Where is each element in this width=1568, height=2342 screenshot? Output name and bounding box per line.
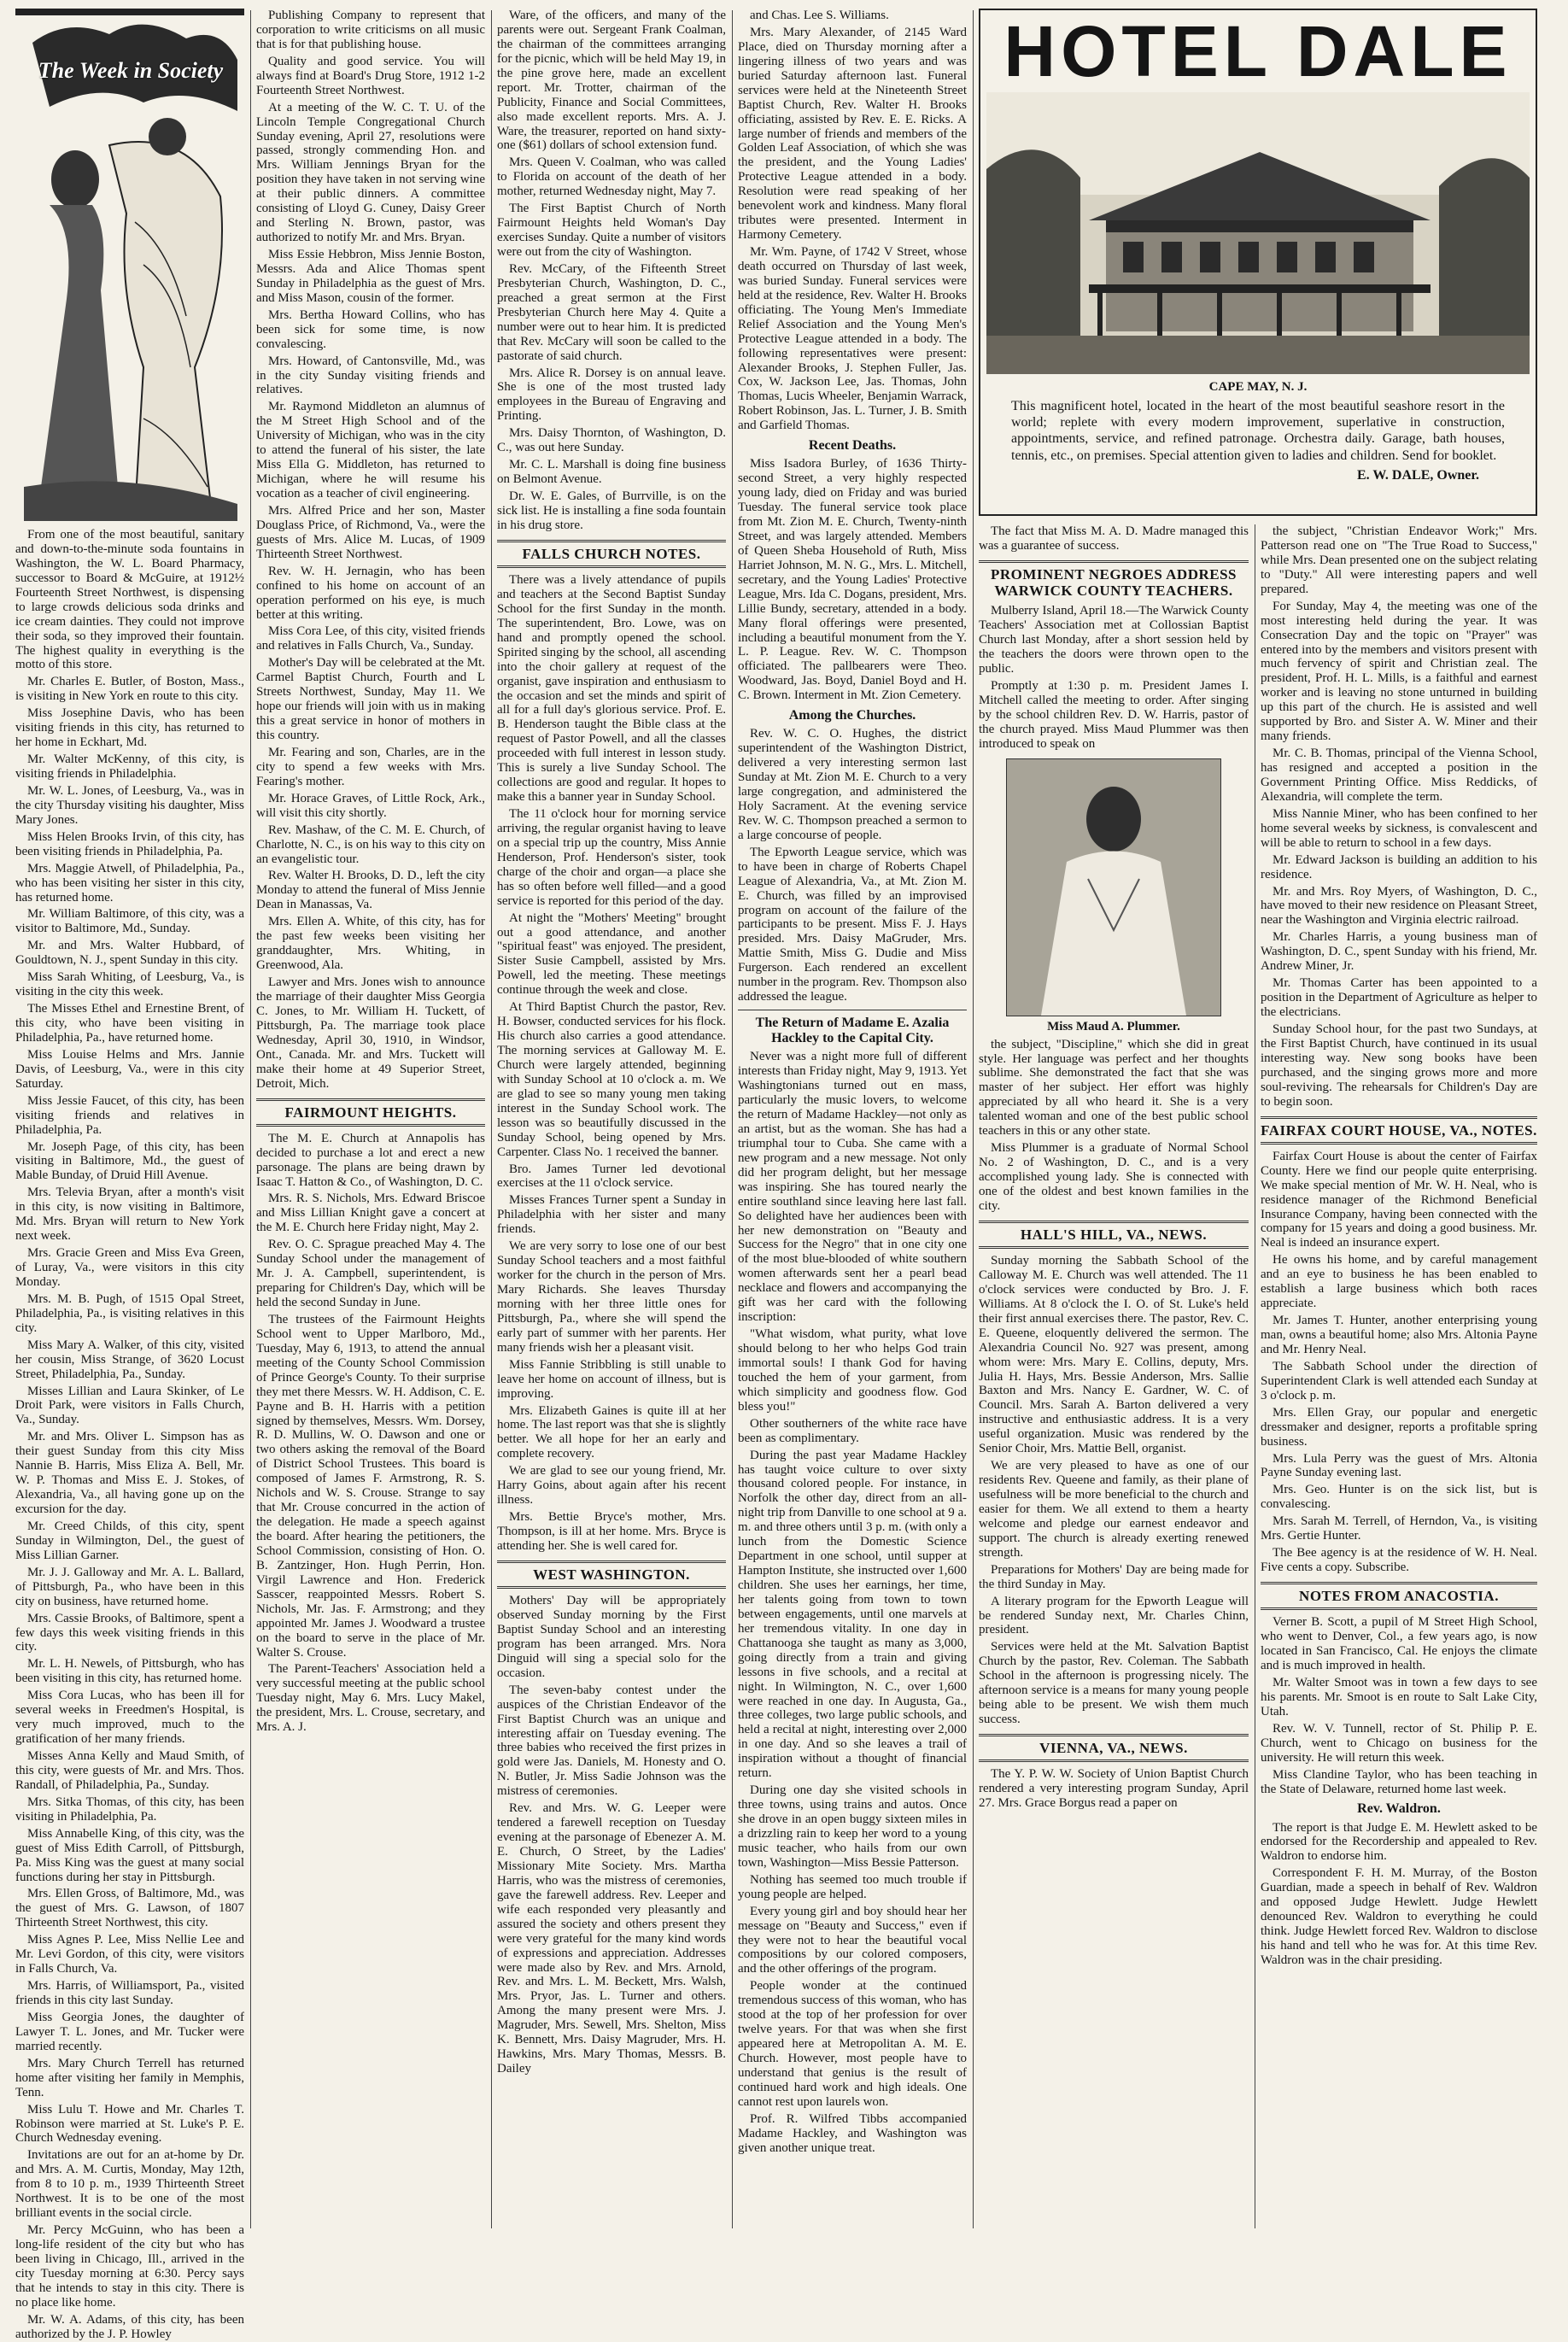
hotel-dale-owner: E. W. DALE, Owner.	[1357, 467, 1479, 483]
column-4-text-a	[738, 9, 967, 433]
article-paragraph: Ware, of the officers, and many of the parents were out. Sergeant Frank Coalman, the chairman of the committees arranging for the picnic, which will be held May 19, in the pine grove here, made an excellent report. Mr. Trotter, chairman of the Publicity, Finance and Social Committees, also made excellent reports. Mrs. A. J. Ware, the treasurer, reported on hand sixty-one ($61) dollars of school extension fund.	[497, 9, 726, 153]
article-paragraph: Publishing Company to represent that corporation to write criticisms on all music that is for that publishing house.	[256, 9, 485, 51]
article-paragraph: Quality and good service. You will always find at Board's Drug Store, 1912 1-2 Fourteenth Street Northwest.	[256, 54, 485, 97]
article-paragraph: Mother's Day will be celebrated at the Mt. Carmel Baptist Church, Fourth and L Streets Northwest, Sunday, May 11. We hope our friends will join with us in making this a great service in honor of mothers in this country.	[256, 656, 485, 742]
section-heading-fairfax: FAIRFAX COURT HOUSE, VA., NOTES.	[1261, 1116, 1537, 1145]
article-paragraph: Mr. Joseph Page, of this city, has been visiting in Baltimore, Md., the guest of Mable Bunday, of Druid Hill Avenue.	[15, 1139, 244, 1183]
article-paragraph: Mr. and Mrs. Roy Myers, of Washington, D. C., have moved to their new residence on Pleasant Street, near the Washington and Virginia electric railroad.	[1261, 884, 1537, 928]
article-paragraph: Miss Isadora Burley, of 1636 Thirty-second Street, a very highly respected young lady, died on Friday and was buried Tuesday. The funeral service took place from Mt. Zion M. E. Church, Twenty-ninth Street, and was largely attended. Members of Queen Sheba Household of Ruth, Miss Harriet Johnson, M. N. G., Mrs. L. Mitchell, secretary, and the Young Ladies' Protective League, Mrs. Ida C. Dogans, president, Mrs. Lillie Bundy, secretary, attended in a body. Many floral offerings were presented, including a beautiful monument from the Y. L. P. League. Rev. W. C. Thompson officiated. The pallbearers were Theo. Woodward, Jas. Boyd, Daniel Boyd and H. C. Brown. Interment in Mt. Zion Cemetery.	[738, 457, 967, 703]
article-paragraph: Mr. C. B. Thomas, principal of the Vienna School, has resigned and accepted a position in the Government Printing Office. Miss Reddicks, of Alexandria, will complete the term.	[1261, 747, 1537, 804]
article-paragraph: The M. E. Church at Annapolis has decided to purchase a lot and erect a new parsonage. The plans are being drawn by Isaac T. Hatton & Co., of Washington, D. C.	[256, 1131, 485, 1189]
article-paragraph: Miss Georgia Jones, the daughter of Lawyer T. L. Jones, and Mr. Tucker were married recently.	[15, 2010, 244, 2053]
article-paragraph: Rev. McCary, of the Fifteenth Street Presbyterian Church, Washington, D. C., preached a great sermon at the First Presbyterian Church here May 4. Quite a number were out to hear him. It is predicted that Rev. McCary will soon be called to the pastorate of said church.	[497, 261, 726, 363]
article-paragraph: There was a lively attendance of pupils and teachers at the Second Baptist Sunday School for the first Sunday in the month. The superintendent, Bro. Lowe, was on hand and promptly opened the school. Spirited singing by the school, all ascending into the choir gallery at request of the organist, gave inspiration and enthusiasm to the occasion and set the minds and spirit of all for a full day's glorious service. Prof. E. B. Henderson taught the Bible class at the request of Pastor Powell, and all the classes proceeded with full interest in lesson study. This is surely a live Sunday School. The collections are good and regular. It hopes to make this a banner year in Sunday School.	[497, 573, 726, 805]
article-paragraph: During the past year Madame Hackley has taught voice culture to over sixty thousand colored people. For instance, in Norfolk the other day, direct from an all-night trip from Danville to one school at 9 a. m. and three others until 3 p. m. (with only a lunch from the Domestic Science Department in one school, until supper at Hampton Institute, she instructed over 1,600 children. She uses her earnings, her time, her talents going from town to town between engagements, until one marvels at her tremendous vitality. In one day in Chattanooga she taught as many as 3,000, going directly from a train and giving lessons in five schools, and a recital at night. In Wilmington, N. C., over 1,600 were reached in one day. In Augusta, Ga., three colleges, two large public schools, and held a recital at night, interesting over 2,000 in one day. And so she leaves a trail of inspiration without a thought of financial return.	[738, 1448, 967, 1781]
section-heading-falls-church: FALLS CHURCH NOTES.	[497, 540, 726, 568]
article-paragraph: Mrs. Bettie Bryce's mother, Mrs. Thompson, is ill at her home. Mrs. Bryce is attending her. She is well cared for.	[497, 1510, 726, 1553]
article-paragraph: Mr. Charles Harris, a young business man of Washington, D. C., spent Sunday with his friend, Mr. Andrew Miner, Jr.	[1261, 930, 1537, 974]
article-paragraph: Mrs. Maggie Atwell, of Philadelphia, Pa., who has been visiting her sister in this city, has returned home.	[15, 861, 244, 905]
column-3-text-c	[497, 1594, 726, 2076]
article-paragraph: Misses Lillian and Laura Skinker, of Le Droit Park, were visitors in Falls Church, Va., Sunday.	[15, 1384, 244, 1427]
article-paragraph: Mr. Edward Jackson is building an addition to his residence.	[1261, 852, 1537, 881]
article-paragraph: Mrs. Harris, of Williamsport, Pa., visited friends in this city last Sunday.	[15, 1979, 244, 2007]
article-paragraph: Mr. Raymond Middleton an alumnus of the M Street High School and of the University of Michigan, who was in the city to attend the funeral of his sister, the late Miss Ella G. Middleton, has returned to Michigan, where he will resume his vocation as a teacher of civil engineering.	[256, 400, 485, 501]
article-paragraph: Bro. James Turner led devotional exercises at the 11 o'clock service.	[497, 1162, 726, 1191]
section-heading-recent-deaths: Recent Deaths.	[808, 438, 897, 454]
article-paragraph: and Chas. Lee S. Williams.	[750, 9, 889, 22]
article-paragraph: Mr. William Baltimore, of this city, was a visitor to Baltimore, Md., Sunday.	[15, 907, 244, 936]
article-paragraph: The report is that Judge E. M. Hewlett asked to be endorsed for the Recordership and appealed to Rev. Waldron to endorse him.	[1261, 1820, 1537, 1864]
article-paragraph: A literary program for the Epworth League will be rendered Sunday next, Mr. Charles Chinn, president.	[979, 1594, 1249, 1637]
article-paragraph: Every young girl and boy should hear her message on "Beauty and Success," even if they were not to hear the beautiful vocal compositions by our colored composers, and the other offerings of the program.	[738, 1904, 967, 1976]
column-4	[738, 9, 967, 2230]
column-6-text-a	[1261, 524, 1537, 1110]
column-5-text-a	[979, 604, 1249, 751]
article-paragraph: The Sabbath School under the direction of Superintendent Clark is well attended each Sunday at 3 o'clock p. m.	[1261, 1359, 1537, 1402]
article-paragraph: Mrs. Sitka Thomas, of this city, has been visiting in Philadelphia, Pa.	[15, 1795, 244, 1824]
column-2-text-a	[256, 9, 485, 1092]
article-paragraph: Miss Josephine Davis, who has been visiting friends in this city, has returned to her home in Eckhart, Md.	[15, 706, 244, 750]
article-paragraph: Miss Louise Helms and Mrs. Jannie Davis, of Leesburg, Va., were in this city Saturday.	[15, 1047, 244, 1091]
article-paragraph: the subject, "Christian Endeavor Work;" Mrs. Patterson read one on "The True Road to Success," while Mrs. Dean presented one on the subject relating to "Duty." All were interesting papers and well prepared.	[1261, 524, 1537, 596]
article-paragraph: Mrs. Cassie Brooks, of Baltimore, spent a few days this week visiting friends in this city.	[15, 1611, 244, 1654]
article-paragraph: Miss Annabelle King, of this city, was the guest of Miss Edith Carroll, of Pittsburgh, Pa. Miss King was the guest at many social functions during her stay in Pittsburgh.	[15, 1826, 244, 1884]
article-paragraph: Mrs. Mary Church Terrell has returned home after visiting her family in Memphis, Tenn.	[15, 2056, 244, 2099]
article-paragraph: Miss Helen Brooks Irvin, of this city, has been visiting friends in Philadelphia, Pa.	[15, 829, 244, 858]
article-paragraph: Mrs. Howard, of Cantonsville, Md., was in the city Sunday visiting friends and relatives.	[256, 354, 485, 397]
article-paragraph: Rev. and Mrs. W. G. Leeper were tendered a farewell reception on Tuesday evening at the parsonage of Ebenezer A. M. E. Church, O Street, by the Ladies' Missionary Mite Society. Mrs. Martha Harris, who was the mistress of ceremonies, gave the farewell address. Rev. Leeper and wife each responded very pleasantly and assured the society and others present they were very grateful for the many kind words of expressions and appreciation. Addresses were made also by Rev. and Mrs. Arnold, Rev. and Mrs. L. M. Beckett, Mrs. Walsh, Mrs. Pryor, Jas. L. Turner and others. Among the many present were Mrs. J. Magruder, Mrs. Sewell, Mrs. Shelton, Miss K. Bennett, Mrs. Daisy Magruder, Mrs. H. Hawkins, Mrs. Mary Thomas, Messrs. B. Dailey	[497, 1801, 726, 2076]
article-paragraph: Prof. R. Wilfred Tibbs accompanied Madame Hackley, and Washington was given another unique treat.	[738, 2111, 967, 2155]
column-4-text-c	[738, 727, 967, 1004]
article-paragraph: The Epworth League service, which was to have been in charge of Roberts Chapel League of Alexandria, Va., at Mt. Zion M. E. Church, was filled by an improvised program on account of the failure of the participants to be present. Miss F. J. Hays presided. Mrs. Daisy MaGruder, Mrs. Mattie Smith, Miss G. Dudie and Miss Furgerson. Each rendered an excellent number in the program. Rev. Thompson also addressed the league.	[738, 845, 967, 1004]
article-paragraph: For Sunday, May 4, the meeting was one of the most interesting held during the year. It was Consecration Day and the topic on "Prayer" was entered into by the members and visitors present with much fervency of spirit and Christian zeal. The president, Prof. H. L. Mills, is a faithful and earnest worker and is leaving no stone unturned in building up this part of the church. He is assisted and well supported by Bro. and Sister A. W. Miner and their many friends.	[1261, 599, 1537, 744]
article-paragraph: Misses Frances Turner spent a Sunday in Philadelphia with her sister and many friends.	[497, 1193, 726, 1237]
article-paragraph: Miss Jessie Faucet, of this city, has been visiting friends and relatives in Philadelphia, Pa.	[15, 1093, 244, 1137]
article-paragraph: Rev. Mashaw, of the C. M. E. Church, of Charlotte, N. C., is on his way to this city on an evangelistic tour.	[256, 823, 485, 866]
article-paragraph: He owns his home, and by careful management and an eye to business he has been enabled to establish a large business which both races appreciate.	[1261, 1253, 1537, 1311]
article-paragraph: Miss Cora Lee, of this city, visited friends and relatives in Falls Church, Va., Sunday.	[256, 624, 485, 653]
column-6-text-b	[1261, 1150, 1537, 1575]
article-paragraph: Mrs. Televia Bryan, after a month's visit in this city, is now visiting in Baltimore, Md. Mrs. Bryan will return to New York next week.	[15, 1186, 244, 1244]
column-3	[497, 9, 726, 2230]
article-paragraph: Rev. O. C. Sprague preached May 4. The Sunday School under the management of Mr. J. A. Campbell, superintendent, is preparing for Children's Day, which will be held the second Sunday in June.	[256, 1238, 485, 1310]
article-paragraph: Lawyer and Mrs. Jones wish to announce the marriage of their daughter Miss Georgia C. Jones, to Mr. William H. Tuckett, of Pittsburgh, Pa. The marriage took place Wednesday, April 30, 1910, in Windsor, Ont., Canada. Mr. and Mrs. Tuckett will make their home at 49 Superior Street, Detroit, Mich.	[256, 975, 485, 1091]
article-paragraph: Mr. Thomas Carter has been appointed to a position in the Department of Agriculture as helper to the electricians.	[1261, 976, 1537, 1019]
article-paragraph: Correspondent F. H. M. Murray, of the Boston Guardian, made a speech in behalf of Rev. Waldron and opposed Judge Hewlett. Judge Hewlett denounced Rev. Waldron to everything he could think. Judge Hewlett forced Rev. Waldron to disclose his hand and tell who he was for. At this time Rev. Waldron was in the chair presiding.	[1261, 1866, 1537, 1967]
article-paragraph: Rev. W. V. Tunnell, rector of St. Philip P. E. Church, went to Chicago on business for the university. He will return this week.	[1261, 1721, 1537, 1765]
hotel-dale-photo	[986, 92, 1530, 374]
column-1	[15, 9, 244, 2341]
column-6-text-d	[1261, 1821, 1537, 1968]
article-paragraph: Misses Anna Kelly and Maud Smith, of this city, were guests of Mr. and Mrs. Thos. Randall, of Philadelphia, Pa., Sunday.	[15, 1749, 244, 1792]
article-paragraph: Miss Fannie Stribbling is still unable to leave her home on account of illness, but is improving.	[497, 1357, 726, 1401]
article-paragraph: Miss Nannie Miner, who has been confined to her home several weeks by sickness, is convalescent and will be able to return to school in a few days.	[1261, 806, 1537, 850]
article-paragraph: Mr. Fearing and son, Charles, are in the city to spend a few weeks with Mrs. Fearing's mother.	[256, 745, 485, 788]
section-heading-prominent-negroes: PROMINENT NEGROES ADDRESS WARWICK COUNTY TEACHERS.	[979, 560, 1249, 599]
column-6-text-c	[1261, 1615, 1537, 1796]
section-heading-waldron: Rev. Waldron.	[1357, 1801, 1441, 1817]
article-paragraph: Mr. and Mrs. Walter Hubbard, of Gouldtown, N. J., spent Sunday in this city.	[15, 939, 244, 968]
article-paragraph: Mrs. Mary Alexander, of 2145 Ward Place, died on Thursday morning after a lingering illness of two years and was buried Saturday afternoon last. Funeral services were held at the Nineteenth Street Baptist Church, Rev. Walter H. Brooks officiating, assisted by Rev. E. E. Ricks. A large number of friends and members of the Golden Leaf Association, of which she was the president, and the Young Ladies' Protective League attended in a body. Resolution were read speaking of her benevolent work and kindness. Many floral tributes were presented. Interment in Harmony Cemetery.	[738, 25, 967, 243]
article-paragraph: Miss Lulu T. Howe and Mr. Charles T. Robinson were married at St. Luke's P. E. Church Wednesday evening.	[15, 2102, 244, 2146]
section-heading-west-washington: WEST WASHINGTON.	[497, 1560, 726, 1589]
plummer-portrait-photo	[1006, 758, 1221, 1016]
section-heading-anacostia: NOTES FROM ANACOSTIA.	[1261, 1582, 1537, 1610]
section-heading-fairmount: FAIRMOUNT HEIGHTS.	[256, 1098, 485, 1127]
article-paragraph: Miss Essie Hebbron, Miss Jennie Boston, Messrs. Ada and Alice Thomas spent Sunday in Philadelphia as the guest of Mrs. and Miss Mason, cousin of the former.	[256, 248, 485, 305]
column-4-text-b	[738, 457, 967, 703]
article-paragraph: Mrs. Ellen Gross, of Baltimore, Md., was the guest of Mrs. G. Lawson, of 1807 Thirteenth Street Northwest, this city.	[15, 1887, 244, 1930]
column-5-text-c	[979, 1254, 1249, 1727]
article-paragraph: Verner B. Scott, a pupil of M Street High School, who went to Denver, Col., a few years ago, is now located in San Francisco, Cal. He enjoys the climate and is much improved in health.	[1261, 1615, 1537, 1673]
article-paragraph: During one day she visited schools in three towns, using trains and autos. Once she drove in an open buggy sixteen miles in a drizzling rain to keep her word to a young music teacher, who hails from our own town, Washington—Miss Bessie Patterson.	[738, 1783, 967, 1870]
society-masthead-illustration	[15, 9, 244, 521]
article-paragraph: Mrs. Queen V. Coalman, who was called to Florida on account of the death of her mother, returned Wednesday night, May 7.	[497, 155, 726, 199]
article-paragraph: From one of the most beautiful, sanitary and down-to-the-minute soda fountains in Washington, the W. L. Board Pharmacy, successor to Board & McGuire, at 1912½ Fourteenth Street Northwest, is dispensing to large crowds delicious soda drinks and ice cream dainties. They could not improve their soda, so they improved their fountain. The highest quality in everything is the motto of this store.	[15, 528, 244, 672]
article-paragraph: Mr. J. J. Galloway and Mr. A. L. Ballard, of Pittsburgh, Pa., who have been in this city on business, have returned home.	[15, 1565, 244, 1608]
column-1-text	[15, 528, 244, 2342]
society-masthead-title: The Week in Society	[38, 58, 224, 83]
article-paragraph: The trustees of the Fairmount Heights School went to Upper Marlboro, Md., Tuesday, May 6, 1913, to attend the annual meeting of the County School Commission of Prince George's County. To their surprise they met there Messrs. W. H. Addison, C. E. Payne and B. H. Harris with a petition signed by themselves, Messrs. Wm. Dorsey, R. D. Mullins, W. O. Dawson and one or two others asking the removal of the Board of District School Trustees. This board is composed of James F. Armstrong, R. S. Nichols and W. S. Crouse. Strange to say that Mr. Crouse concurred in the action of the delegation. He made a speech against the board. After hearing the petitioners, the School Commission, consisting of Hon. O. B. Zantzinger, Hon. Hugh Perrin, Hon. Virgil Lawrence and Hon. Frederick Sasscer, reappointed Messrs. Robert S. Nichols, Mr. Jas. F. Armstrong; and they appointed Mr. James J. Woodward a trustee on the board to serve in the place of Mr. Walter S. Crouse.	[256, 1312, 485, 1660]
article-paragraph: Mulberry Island, April 18.—The Warwick County Teachers' Association met at Collossian Baptist Church last Monday, after a short session held by the teachers the doors were thrown open to the public.	[979, 604, 1249, 676]
article-paragraph: Mr. Charles E. Butler, of Boston, Mass., is visiting in New York en route to this city.	[15, 675, 244, 704]
column-rule	[732, 10, 733, 2228]
column-5	[979, 524, 1249, 2230]
article-paragraph: "What wisdom, what purity, what love should belong to her who helps God train immortal souls! I thank God for having touched the hem of your garment, from which simplicity and goodness flow. God bless you!"	[738, 1327, 967, 1414]
article-paragraph: Mrs. Elizabeth Gaines is quite ill at her home. The last report was that she is slightly better. We all hope for her an early and complete recovery.	[497, 1403, 726, 1461]
article-paragraph: Mrs. Ellen A. White, of this city, has for the past few weeks been visiting her granddaughter, Mrs. Whiting, in Greenwood, Ala.	[256, 915, 485, 973]
article-paragraph: We are very pleased to have as one of our residents Rev. Queene and family, as their plane of usefulness will be more beneficial to the church and easier for them. We all extend to them a hearty welcome and pledge our earnest endeavor and support. The church is already exerting renewed strength.	[979, 1459, 1249, 1560]
article-paragraph: At Third Baptist Church the pastor, Rev. H. Bowser, conducted services for his flock. His church also carries a good attendance. The morning services at Galloway M. E. Church were largely attended, beginning with Sunday School at 10 o'clock a. m. We are glad to see so many young men taking interest in the Sunday School work. The lesson was so beautifully discussed in the Sunday School, being opened by Mrs. Carpenter. Class No. 1 received the banner.	[497, 1000, 726, 1159]
article-paragraph: Never was a night more full of different interests than Friday night, May 9, 1913. Yet Washingtonians turned out en mass, particularly the music lovers, to welcome the return of Madame Hackley—not only as an artist, but as the woman. She has had a triumphal tour to Cuba. She came with a new program and a new message. Not only did her program delight, but her message was inspiring. She has toured nearly the entire southland since leaving here last fall. So delighted have her audiences been with her new demonstration on "Beauty and Success for the Negro" that in one city one of the most blue-blooded of white southern women afterwards sent her a pearl bead necklace and flowers and accompanying the gift was her card with the following inscription:	[738, 1050, 967, 1325]
article-paragraph: We are glad to see our young friend, Mr. Harry Goins, about again after his recent illness.	[497, 1464, 726, 1508]
section-heading-halls-hill: HALL'S HILL, VA., NEWS.	[979, 1221, 1249, 1249]
article-paragraph: Mrs. Alice R. Dorsey is on annual leave. She is one of the most trusted lady employees in the Bureau of Engraving and Printing.	[497, 366, 726, 424]
society-masthead	[15, 9, 244, 521]
article-paragraph: The First Baptist Church of North Fairmount Heights held Woman's Day exercises Sunday. Quite a number of visitors were out from the city of Washington.	[497, 202, 726, 259]
article-paragraph: Mr. L. H. Newels, of Pittsburgh, who has been visiting in this city, has returned home.	[15, 1657, 244, 1686]
article-paragraph: Mrs. M. B. Pugh, of 1515 Opal Street, Philadelphia, Pa., is visiting relatives in this city.	[15, 1291, 244, 1335]
article-paragraph: Mothers' Day will be appropriately observed Sunday morning by the First Baptist Sunday School and an interesting program has been arranged. Mrs. Nora Dinguid will sing a special solo for the occasion.	[497, 1594, 726, 1680]
article-paragraph: Mrs. Bertha Howard Collins, who has been sick for some time, is now convalescing.	[256, 307, 485, 351]
article-paragraph: Miss Agnes P. Lee, Miss Nellie Lee and Mr. Levi Gordon, of this city, were visitors in Falls Church, Va.	[15, 1933, 244, 1976]
section-heading-hackley: The Return of Madame E. Azalia Hackley to the Capital City.	[755, 1016, 950, 1046]
article-paragraph: Nothing has seemed too much trouble if young people are helped.	[738, 1872, 967, 1901]
article-paragraph: Mr. Percy McGuinn, who has been a long-life resident of the city but who has been living in Chicago, Ill., arrived in the city Tuesday morning at 6:30. Percy says that he intends to stay in this city. There is no place like home.	[15, 2223, 244, 2310]
article-paragraph: Mrs. R. S. Nichols, Mrs. Edward Briscoe and Miss Lillian Knight gave a concert at the M. E. Church here Friday night, May 2.	[256, 1191, 485, 1235]
article-paragraph: Mrs. Gracie Green and Miss Eva Green, of Luray, Va., were visitors in this city Monday.	[15, 1246, 244, 1289]
article-paragraph: Mr. W. A. Adams, of this city, has been authorized by the J. P. Howley	[15, 2312, 244, 2341]
article-paragraph: Sunday morning the Sabbath School of the Calloway M. E. Church was well attended. The 11 o'clock services were conducted by Bro. J. F. Williams. At 8 o'clock the I. O. of St. Luke's held their first annual exercises there. The pastor, Rev. C. E. Queene, eloquently delivered the sermon. The Alexandria Council No. 927 was present, among whom were: Mrs. Mary E. Collins, deputy, Mrs. Julia H. Hays, Mrs. Bessie Anderson, Mrs. Sallie Baxton and Mrs. Nancy E. Gardner, W. C. of Council. Mrs. Sarah A. Barton delivered a very instructive and enthusiastic address. It is a very useful organization. Music was rendered by the Senior Choir, Mrs. Mattie Bell, organist.	[979, 1254, 1249, 1456]
column-5-text-b	[979, 1038, 1249, 1214]
article-paragraph: Rev. W. C. O. Hughes, the district superintendent of the Washington District, delivered a very interesting sermon last Sunday at Mt. Zion M. E. Church to a very large congregation, and administered the Holy Sacrament. At the evening service Rev. W. C. Thompson preached a sermon to a large concourse of people.	[738, 727, 967, 842]
article-paragraph: People wonder at the continued tremendous success of this woman, who has stood at the top of her profession for over twelve years. For that was when she first appeared here at Metropolitan A. M. E. Church. However, most people have to understand that genius is the result of continued hard work and high ideals. One cannot rest upon laurels won.	[738, 1979, 967, 2109]
article-paragraph: Mr. James T. Hunter, another enterprising young man, owns a beautiful home; also Mrs. Altonia Payne and Mr. Henry Neal.	[1261, 1314, 1537, 1356]
section-heading-vienna: VIENNA, VA., NEWS.	[979, 1734, 1249, 1762]
article-paragraph: the subject, "Discipline," which she did in great style. Her language was perfect and her thoughts sublime. She demonstrated the fact that she was master of her subject. Her effort was highly appreciated by all who heard it. She is a very talented woman and one of the best public school teachers in this or any other state.	[979, 1037, 1249, 1139]
column-2-text-b	[256, 1132, 485, 1735]
article-paragraph: Other southerners of the white race have been as complimentary.	[738, 1416, 967, 1445]
article-paragraph: Services were held at the Mt. Salvation Baptist Church by the pastor, Rev. Coleman. The Sabbath School in the afternoon is progressing nicely. The afternoon service is a means for many young people being able to be present. We wish them much success.	[979, 1640, 1249, 1727]
article-paragraph: Mr. Creed Childs, of this city, spent Sunday in Wilmington, Del., the guest of Miss Lillian Garner.	[15, 1519, 244, 1562]
article-paragraph: At a meeting of the W. C. T. U. of the Lincoln Temple Congregational Church Sunday evening, April 27, resolutions were passed, strongly commending Hon. and Mrs. William Jennings Bryan for the position they have taken in not serving wine at their public dinners. A committee consisting of Lloyd G. Cuney, Daisy Greer and Sterling N. Brown, pastor, was authorized to notify Mr. and Mrs. Bryan.	[256, 100, 485, 245]
hotel-dale-advertisement	[979, 9, 1537, 516]
column-3-text-a	[497, 9, 726, 533]
article-paragraph: Miss Clandine Taylor, who has been teaching in the State of Delaware, returned home last week.	[1261, 1767, 1537, 1796]
column-5-text-d	[979, 1767, 1249, 1811]
article-paragraph: Miss Cora Lucas, who has been ill for several weeks in Freedmen's Hospital, is very much improved, much to the gratification of her many friends.	[15, 1689, 244, 1747]
article-paragraph: Miss Plummer is a graduate of Normal School No. 2 of Washington, D. C., and is a very accomplished young lady. She is connected with one of the oldest and best known families in the city.	[979, 1141, 1249, 1213]
article-paragraph: Mrs. Geo. Hunter is on the sick list, but is convalescing.	[1261, 1483, 1537, 1512]
article-paragraph: The Parent-Teachers' Association held a very successful meeting at the public school Tuesday night, May 6. Mrs. Lucy Makel, the president, Mrs. L. Crouse, secretary, and Mrs. A. J.	[256, 1662, 485, 1735]
article-paragraph: Mr. Horace Graves, of Little Rock, Ark., will visit this city shortly.	[256, 791, 485, 820]
article-paragraph: The Y. P. W. W. Society of Union Baptist Church rendered a very interesting program Sunday, April 27. Mrs. Grace Borgus read a paper on	[979, 1767, 1249, 1811]
article-paragraph: Sunday School hour, for the past two Sundays, at the First Baptist Church, have continued in its usual interesting way. New song books have been purchased, and the singing grows more and more soul-reviving. The rehearsals for Children's Day are to begin soon.	[1261, 1022, 1537, 1109]
article-paragraph: Mr. C. L. Marshall is doing fine business on Belmont Avenue.	[497, 458, 726, 487]
article-paragraph: Promptly at 1:30 p. m. President James I. Mitchell called the meeting to order. After singing by the school children Rev. D. W. Harris, pastor of the church prayed. Miss Maud Plummer was then introduced to speak on	[979, 678, 1249, 751]
article-paragraph: Mrs. Ellen Gray, our popular and energetic dressmaker and designer, reports a profitable spring business.	[1261, 1405, 1537, 1449]
article-paragraph: The Bee agency is at the residence of W. H. Neal. Five cents a copy. Subscribe.	[1261, 1546, 1537, 1575]
column-3-text-b	[497, 573, 726, 1554]
column-6	[1261, 524, 1537, 2230]
article-paragraph: Dr. W. E. Gales, of Burrville, is on the sick list. He is installing a fine soda fountain in his drug store.	[497, 489, 726, 532]
article-paragraph: The Misses Ethel and Ernestine Brent, of this city, who have been visiting in Philadelphia, Pa., have returned home.	[15, 1002, 244, 1045]
article-paragraph: Fairfax Court House is about the center of Fairfax County. Here we find our people quite enterprising. We make special mention of Mr. W. H. Neal, who is residence manager of the Richmond Beneficial Insurance Company, having been connected with the company for 15 years and doing a good business. Mr. Neal is indeed an insurance expert.	[1261, 1149, 1537, 1250]
article-paragraph: Preparations for Mothers' Day are being made for the third Sunday in May.	[979, 1562, 1249, 1591]
article-paragraph: At night the "Mothers' Meeting" brought out a good attendance, and another "spiritual feast" was enjoyed. The president, Sister Susie Campbell, assisted by Mrs. Powell, led the meeting. These meetings continue through the week and close.	[497, 910, 726, 998]
article-paragraph: Miss Mary A. Walker, of this city, visited her cousin, Miss Strange, of 3620 Locust Street, Philadelphia, Pa., Sunday.	[15, 1338, 244, 1381]
article-paragraph: Mrs. Sarah M. Terrell, of Herndon, Va., is visiting Mrs. Gertie Hunter.	[1261, 1514, 1537, 1543]
hotel-dale-location: CAPE MAY, N. J.	[1208, 380, 1308, 394]
article-paragraph: Mr. W. L. Jones, of Leesburg, Va., was in the city Thursday visiting his daughter, Miss Mary Jones.	[15, 783, 244, 827]
article-paragraph: Invitations are out for an at-home by Dr. and Mrs. A. M. Curtis, Monday, May 12th, from 8 to 10 p. m., 1939 Thirteenth Street Northwest. It is to be one of the most brilliant events in the social circle.	[15, 2148, 244, 2221]
article-paragraph: We are very sorry to lose one of our best Sunday School teachers and a most faithful worker for the church in the person of Mrs. Mary Richards. She leaves Thursday morning with her three little ones for Pittsburgh, Pa., where she will spend the early part of summer with her parents. Her many friends wish her a pleasant visit.	[497, 1239, 726, 1355]
article-paragraph: Mrs. Alfred Price and her son, Master Douglass Price, of Richmond, Va., were the guests of Mrs. Alice M. Lucas, of 1909 Thirteenth Street Northwest.	[256, 503, 485, 561]
hotel-dale-description: This magnificent hotel, located in the heart of the most beautiful seashore resort in the world; replete with every modern improvement, superlative in construction, appointments, service, and refined patronage. Orchestra daily. Garage, bath houses, tennis, etc., on premises. Special attention given to ladies and children. Send for booklet.	[1011, 399, 1505, 463]
article-paragraph: The 11 o'clock hour for morning service arriving, the regular organist having to leave on a special trip up the country, Miss Annie Henderson, Prof. Henderson's sister, took charge of the choir and organ—a place she has so often before well filled—and a good service is reported for this period of the day.	[497, 807, 726, 908]
column-rule	[973, 10, 974, 2228]
article-paragraph: Miss Sarah Whiting, of Leesburg, Va., is visiting in the city this week.	[15, 970, 244, 999]
article-paragraph: Mr. Walter Smoot was in town a few days to see his parents. Mr. Smoot is en route to Salt Lake City, Utah.	[1261, 1675, 1537, 1718]
article-paragraph: Mrs. Lula Perry was the guest of Mrs. Altonia Payne Sunday evening last.	[1261, 1451, 1537, 1480]
column-rule	[491, 10, 492, 2228]
plummer-photo-caption: Miss Maud A. Plummer.	[1047, 1019, 1180, 1033]
article-paragraph: Rev. Walter H. Brooks, D. D., left the city Monday to attend the funeral of Miss Jennie Dean in Manassas, Va.	[256, 869, 485, 912]
hotel-dale-title: HOTEL DALE	[1003, 11, 1512, 91]
column-2	[256, 9, 485, 2230]
article-paragraph: Mr. Wm. Payne, of 1742 V Street, whose death occurred on Thursday of last week, was buried Sunday. Funeral services were held at the residence, Rev. Walter H. Brooks officiating. The Young Men's Immediate Relief Association and the Young Men's Protective League attended in a body. The following representatives were present: Alexander Brooks, J. Stephen Fuller, Jas. Cox, W. Jackson Lee, Jas. Thomas, John Thomas, Lucis Wheeler, Benjamin Warrack, Robert Robinson, Jas. L. Turner, J. B. Smith and Garfield Thomas.	[738, 245, 967, 433]
article-paragraph: Mrs. Daisy Thornton, of Washington, D. C., was out here Sunday.	[497, 426, 726, 455]
lead-paragraph: The fact that Miss M. A. D. Madre managed this was a guarantee of success.	[979, 524, 1249, 553]
column-rule	[250, 10, 251, 2228]
article-paragraph: The seven-baby contest under the auspices of the Christian Endeavor of the First Baptist Church was an unique and interesting affair on Tuesday evening. The three babies who received the first prizes in gold were Jas. Daniels, M. Honesty and O. N. Butler, Jr. Miss Sadie Johnson was the mistress of ceremonies.	[497, 1683, 726, 1799]
article-paragraph: Mr. Walter McKenny, of this city, is visiting friends in Philadelphia.	[15, 752, 244, 781]
article-paragraph: Rev. W. H. Jernagin, who has been confined to his home on account of an operation performed on his eye, is much better at this writing.	[256, 564, 485, 622]
plummer-portrait-illustration	[1007, 759, 1220, 1016]
section-heading-churches: Among the Churches.	[788, 708, 916, 723]
article-paragraph: Mr. and Mrs. Oliver L. Simpson has as their guest Sunday from this city Miss Nannie B. Harris, Miss Eliza A. Bell, Mr. W. P. Thomas and Miss E. J. Stokes, of Alexandria, Va., all having gone up on the excursion for the day.	[15, 1430, 244, 1516]
column-4-text-d	[738, 1050, 967, 2155]
